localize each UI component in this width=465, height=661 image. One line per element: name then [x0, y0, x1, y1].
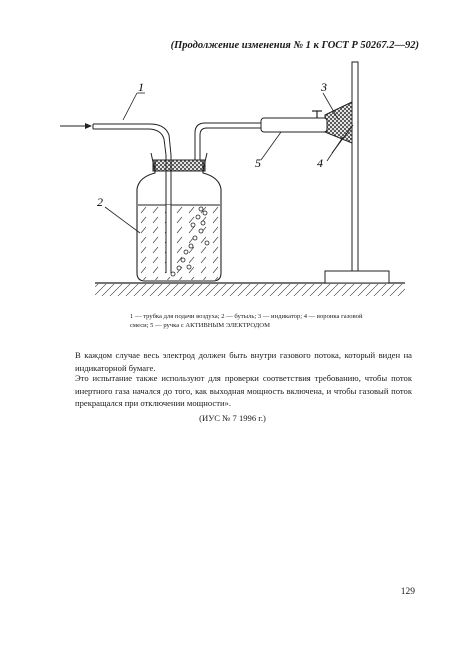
- label-4: [317, 137, 343, 170]
- electrode-handle: [253, 111, 327, 132]
- body-paragraph-1: В каждом случае весь электрод должен быть внутри газового потока, который виден на индикаторной бумаге.: [75, 350, 412, 373]
- label-2: [97, 195, 140, 233]
- svg-text:4: 4: [317, 156, 323, 170]
- label-1: [123, 80, 145, 120]
- svg-text:5: 5: [255, 156, 261, 170]
- apparatus-diagram: [55, 55, 415, 305]
- figure-caption: 1 — трубка для подачи воздуха; 2 — бутыль; 3 — индикатор; 4 — воронка газовой смеси; 5 — ручка с АКТИВНЫМ ЭЛЕКТРОДОМ: [130, 313, 363, 329]
- page-header: (Продолжение изменения № 1 к ГОСТ Р 50267.2—92): [170, 40, 419, 51]
- svg-text:2: 2: [97, 195, 103, 209]
- ground-surface: [95, 283, 405, 296]
- page-number: 129: [400, 587, 415, 597]
- inlet-arrow: [60, 123, 92, 129]
- bottle: [137, 153, 221, 281]
- body-paragraph-2: Это испытание также используют для проверки соответствия требованию, чтобы поток инертного газа начался до того, как выходная мощность включена, и чтобы газовый поток прекращался при отключении мощности».: [75, 373, 412, 408]
- stand: [325, 62, 389, 283]
- funnel-indicator: [325, 102, 352, 143]
- svg-text:3: 3: [321, 80, 327, 94]
- source-note: (ИУС № 7 1996 г.): [199, 413, 266, 423]
- svg-text:1: 1: [138, 80, 144, 94]
- label-5: [255, 132, 281, 170]
